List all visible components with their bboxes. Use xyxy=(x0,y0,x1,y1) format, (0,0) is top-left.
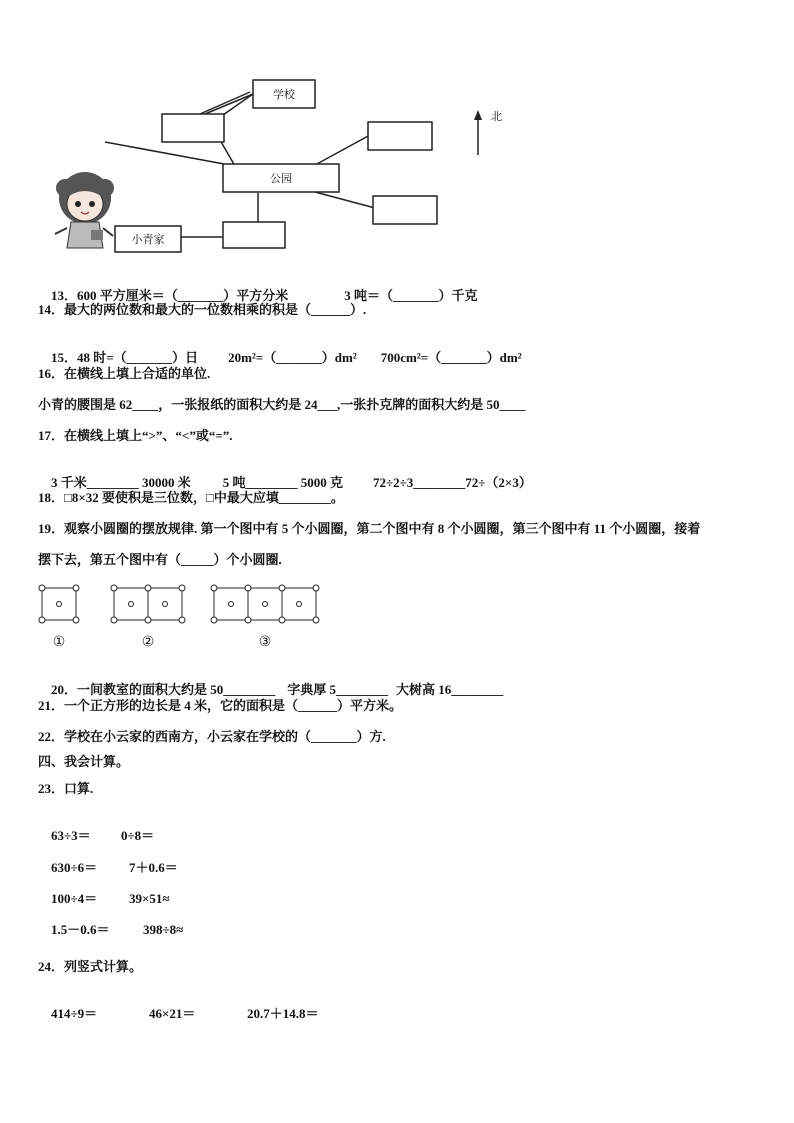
q20-part-a: 20．一间教室的面积大约是 50________ xyxy=(51,682,276,697)
question-17-title: 17．在横线上填上“>”、“<”或“=”. xyxy=(38,428,233,443)
question-19-line2: 摆下去，第五个图中有（_____）个小圆圈. xyxy=(38,552,282,567)
q15-part-b: 20m²=（_______）dm² xyxy=(228,350,357,365)
school-label: 学校 xyxy=(273,88,295,101)
q13-part-b: 3 吨＝（_______）千克 xyxy=(344,288,478,303)
north-arrow-icon xyxy=(474,110,482,155)
q24-item: 414÷9＝ xyxy=(51,1006,98,1021)
blank-box-southeast[interactable] xyxy=(373,196,437,224)
question-23-title: 23．口算. xyxy=(38,781,94,796)
q23-item: 100÷4＝ xyxy=(51,891,98,906)
circle-pattern-figures xyxy=(30,578,350,658)
park-label: 公园 xyxy=(270,172,292,185)
q20-part-c: 大树高 16________ xyxy=(396,682,504,697)
q23-item: 630÷6＝ xyxy=(51,860,98,875)
section-4-heading: 四、我会计算。 xyxy=(38,754,130,769)
q20-part-b: 字典厚 5________ xyxy=(287,682,389,697)
q13-part-a: 13．600 平方厘米＝（_______）平方分米 xyxy=(51,288,289,303)
q15-part-c: 700cm²=（_______）dm² xyxy=(380,350,522,365)
figure-1-label: ① xyxy=(52,634,66,650)
home-label: 小青家 xyxy=(131,233,165,246)
question-19-line1: 19．观察小圆圈的摆放规律. 第一个图中有 5 个小圆圈，第二个图中有 8 个小圆圈，第三个图中有 11 个小圆圈，接着 xyxy=(38,521,701,536)
question-21: 21．一个正方形的边长是 4 米，它的面积是（______）平方米。 xyxy=(38,698,403,713)
blank-box-northeast[interactable] xyxy=(368,122,432,150)
q17-item-a: 3 千米________ 30000 米 xyxy=(51,475,191,490)
location-map-diagram xyxy=(45,70,525,260)
q23-item: 7＋0.6＝ xyxy=(129,860,178,875)
q17-item-b: 5 吨________ 5000 克 xyxy=(222,475,344,490)
q23-row-4 xyxy=(38,906,183,954)
q15-part-a: 15．48 时=（_______）日 xyxy=(51,350,199,365)
question-18: 18．□8×32 要使积是三位数，□中最大应填________。 xyxy=(38,490,344,505)
q24-items xyxy=(38,990,319,1038)
blank-box-northwest[interactable] xyxy=(162,114,224,142)
q23-item: 1.5－0.6＝ xyxy=(51,922,110,937)
q23-item: 0÷8＝ xyxy=(121,828,155,843)
north-label: 北 xyxy=(491,110,502,123)
question-22: 22．学校在小云家的西南方，小云家在学校的（_______）方. xyxy=(38,729,386,744)
figure-2-label: ② xyxy=(141,634,155,650)
q17-item-c: 72÷2÷3________72÷（2×3） xyxy=(373,475,532,490)
girl-illustration xyxy=(55,172,114,248)
question-14: 14．最大的两位数和最大的一位数相乘的积是（______）. xyxy=(38,302,367,317)
q23-item: 398÷8≈ xyxy=(143,922,184,937)
q24-item: 20.7＋14.8＝ xyxy=(247,1006,319,1021)
blank-box-south[interactable] xyxy=(223,222,285,248)
figure-3-label: ③ xyxy=(258,634,272,650)
q23-item: 63÷3＝ xyxy=(51,828,91,843)
question-16-title: 16．在横线上填上合适的单位. xyxy=(38,366,211,381)
q24-item: 46×21＝ xyxy=(149,1006,196,1021)
q23-item: 39×51≈ xyxy=(129,891,170,906)
question-16-body: 小青的腰围是 62____，一张报纸的面积大约是 24___,一张扑克牌的面积大约是 50____ xyxy=(38,397,526,412)
question-24-title: 24．列竖式计算。 xyxy=(38,959,143,974)
